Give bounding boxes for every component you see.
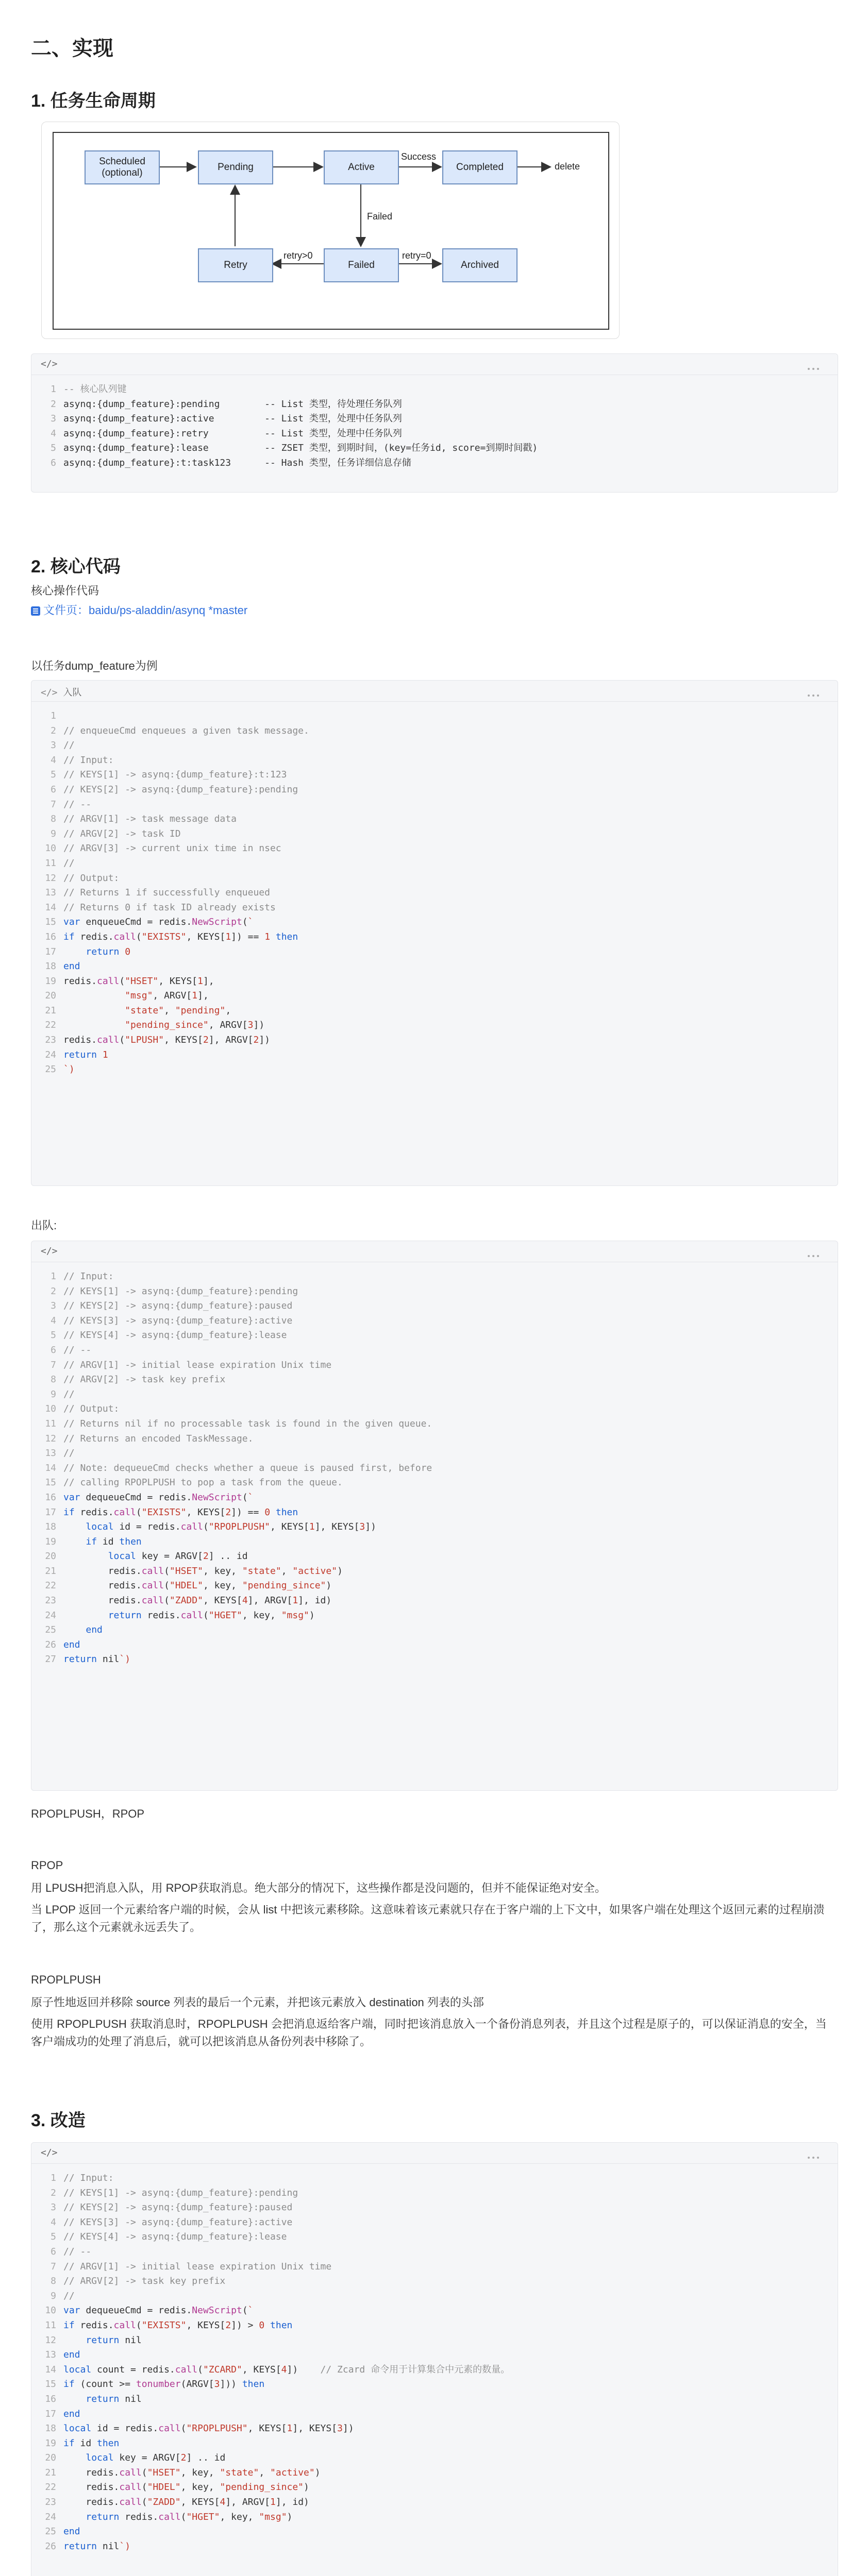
state-pending-label: Pending (218, 162, 254, 173)
more-icon[interactable] (808, 1250, 822, 1252)
code-line: asynq:{dump_feature}:t:task123 -- Hash 类型，任务详细信息存储 (63, 457, 411, 468)
state-scheduled-label: Scheduled (optional) (99, 156, 145, 178)
more-icon[interactable] (808, 2152, 822, 2154)
enqueue-tab-label: 入队 (63, 687, 82, 698)
example-label: 以任务dump_feature为例 (31, 659, 158, 672)
refactor-heading: 3. 改造 (31, 2111, 86, 2130)
code-line: asynq:{dump_feature}:retry -- List 类型，处理中任务队列 (63, 428, 402, 439)
code-block-dequeue (31, 1241, 838, 1791)
code-block-dequeue-modified (31, 2142, 838, 2576)
edge-retry-gt-label: retry>0 (283, 250, 313, 261)
more-icon[interactable] (808, 690, 822, 692)
code-enqueue-content: 1 2 // enqueueCmd enqueues a given task message. 3 // 4 // Input: 5 // KEYS[1] -> asynq:{dump_feature}:t:123 6 // KEYS[2] -> asynq:{dump_feature}:pending 7 // -- 8 // ARGV[1] -> task message data 9 // ARGV[2] -> task ID 10 // ARGV[3] -> current unix time in nsec 11 // 12 // Output: 13 // Returns 1 if successfully enqueued 14 // Returns 0 if task ID already exists 15 var enqueueCmd = redis.NewScript(` 16 if redis.call("EXISTS", KEYS[1]) == 1 then 17 return 0 18 end 19 redis.call("HSET", KEYS[1], 20 "msg", ARGV[1], 21 "state", "pending", 22 "pending_since", ARGV[3]) 23 redis.call("LPUSH", KEYS[2], ARGV[2]) 24 return 1 25 `) (45, 710, 309, 1075)
edge-failed-label: Failed (367, 211, 393, 222)
file-link-asynq-text[interactable]: 文件页：baidu/ps-aladdin/asynq *master (43, 604, 248, 617)
state-active (324, 150, 399, 184)
edge-success-label: Success (401, 151, 437, 162)
state-scheduled (85, 150, 160, 184)
core-code-subtitle: 核心操作代码 (31, 584, 99, 597)
state-completed-label: Completed (456, 162, 504, 173)
line-number: 6 (51, 457, 56, 468)
code-block-keys (31, 353, 838, 493)
code-dequeue-modified-content: 1 // Input: 2 // KEYS[1] -> asynq:{dump_feature}:pending 3 // KEYS[2] -> asynq:{dump_feature}:paused 4 // KEYS[3] -> asynq:{dump_feature}:active 5 // KEYS[4] -> asynq:{dump_feature}:lease 6 // -- 7 // ARGV[1] -> initial lease expiration Unix time 8 // ARGV[2] -> task key prefix 9 // 10 var dequeueCmd = redis.NewScript(` 11 if redis.call("EXISTS", KEYS[2]) > 0 then 12 return nil 13 end 14 local count = redis.call("ZCARD", KEYS[4]) // Zcard 命令用于计算集合中元素的数量。 15 if (count >= tonumber(ARGV[3])) then 16 return nil 17 end 18 local id = redis.call("RPOPLPUSH", KEYS[1], KEYS[3]) 19 if id then 20 local key = ARGV[2] .. id 21 redis.call("HSET", key, "state", "active") 22 redis.call("HDEL", key, "pending_since") 23 redis.call("ZADD", KEYS[4], ARGV[1], id) 24 return redis.call("HGET", key, "msg") 25 end 26 return nil`) (45, 2173, 510, 2552)
rpoplpush-title: RPOPLPUSH (31, 1973, 101, 1986)
code-block-enqueue (31, 680, 838, 1186)
state-retry-label: Retry (224, 260, 247, 270)
rpoplpush-para-1: 原子性地返回并移除 source 列表的最后一个元素，并把该元素放入 destination 列表的头部 (31, 1996, 484, 2009)
enqueue-tab[interactable]: </> 入队 (41, 687, 82, 698)
state-active-label: Active (348, 162, 375, 173)
more-icon[interactable] (808, 363, 822, 365)
rpoplpush-para-2: 使用 RPOPLPUSH 获取消息时，RPOPLPUSH 会把消息返给客户端，同时把该消息放入一个备份消息列表，并且这个过程是原子的，可以保证消息的安全，当客户端成功的处理了消息后，就可以把该消息从备份列表中移除了。 (31, 2018, 827, 2048)
line-number: 5 (51, 443, 56, 454)
code-lang-icon: </> (41, 2147, 58, 2158)
state-retry (198, 248, 273, 282)
code-lang-icon: </> (41, 359, 58, 369)
state-completed (442, 150, 518, 184)
state-failed-label: Failed (348, 260, 375, 270)
lifecycle-heading: 1. 任务生命周期 (31, 91, 156, 111)
state-archived-label: Archived (461, 260, 499, 270)
dequeue-label: 出队: (31, 1219, 57, 1232)
edge-retry-eq-label: retry=0 (402, 250, 431, 261)
section-title: 二、实现 (31, 37, 113, 60)
line-number: 3 (51, 413, 56, 425)
line-number: 1 (51, 384, 56, 395)
rpop-title: RPOP (31, 1859, 63, 1872)
core-code-heading: 2. 核心代码 (31, 557, 121, 577)
code-keys-content (31, 375, 838, 478)
file-icon (31, 606, 40, 616)
rpop-heading: RPOPLPUSH，RPOP (31, 1807, 145, 1820)
edge-delete-label: delete (555, 161, 580, 172)
line-number: 2 (51, 398, 56, 410)
rpop-para-1: 用 LPUSH把消息入队，用 RPOP获取消息。绝大部分的情况下，这些操作都是没问题的，但并不能保证绝对安全。 (31, 1882, 606, 1894)
state-pending (198, 150, 273, 184)
rpop-para-2: 当 LPOP 返回一个元素给客户端的时候，会从 list 中把该元素移除。这意味着该元素就只存在于客户端的上下文中，如果客户端在处理这个返回元素的过程崩溃了，那么这个元素就永远丢失了。 (31, 1903, 825, 1934)
state-archived (442, 248, 518, 282)
code-line: asynq:{dump_feature}:pending -- List 类型，待处理任务队列 (63, 398, 402, 410)
file-link-asynq[interactable] (31, 602, 835, 619)
lifecycle-diagram (41, 122, 619, 338)
code-line: asynq:{dump_feature}:active -- List 类型，处理中任务队列 (63, 413, 402, 425)
line-number: 4 (51, 428, 56, 439)
code-lang-icon: </> (41, 1246, 58, 1257)
code-dequeue-content: 1 // Input: 2 // KEYS[1] -> asynq:{dump_feature}:pending 3 // KEYS[2] -> asynq:{dump_feature}:paused 4 // KEYS[3] -> asynq:{dump_feature}:active 5 // KEYS[4] -> asynq:{dump_feature}:lease 6 // -- 7 // ARGV[1] -> initial lease expiration Unix time 8 // ARGV[2] -> task key prefix 9 // 10 // Output: 11 // Returns nil if no processable task is found in the given queue. 12 // Returns an encoded TaskMessage. 13 // 14 // Note: dequeueCmd checks whether a queue is paused first, before 15 // calling RPOPLPUSH to pop a task from the queue. 16 var dequeueCmd = redis.NewScript(` 17 if redis.call("EXISTS", KEYS[2]) == 0 then 18 local id = redis.call("RPOPLPUSH", KEYS[1], KEYS[3]) 19 if id then 20 local key = ARGV[2] .. id 21 redis.call("HSET", key, "state", "active") 22 redis.call("HDEL", key, "pending_since") 23 redis.call("ZADD", KEYS[4], ARGV[1], id) 24 return redis.call("HGET", key, "msg") 25 end 26 end 27 return nil`) (45, 1271, 432, 1665)
code-line: asynq:{dump_feature}:lease -- ZSET 类型，到期时间，(key=任务id, score=到期时间戳) (63, 443, 538, 454)
state-failed (324, 248, 399, 282)
code-line: -- 核心队列键 (63, 384, 127, 395)
